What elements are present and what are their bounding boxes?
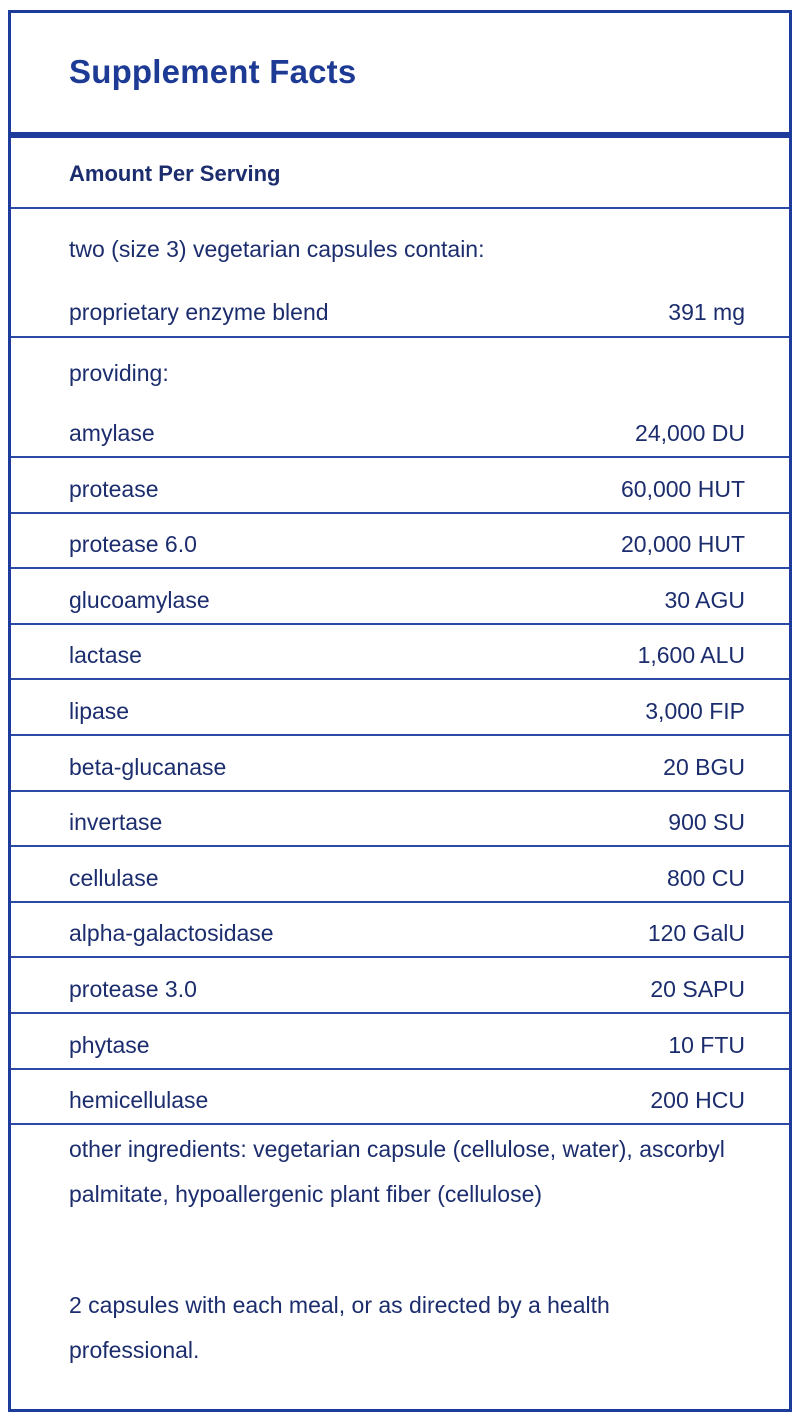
ingredient-name: proprietary enzyme blend bbox=[69, 299, 329, 325]
divider bbox=[11, 1012, 789, 1014]
directions: 2 capsules with each meal, or as directed by a health professional. bbox=[69, 1292, 610, 1363]
ingredient-amount: 800 CU bbox=[667, 864, 745, 891]
ingredient-row bbox=[69, 1032, 745, 1059]
ingredient-name: phytase bbox=[69, 1031, 150, 1058]
ingredient-row bbox=[69, 865, 745, 892]
ingredient-amount: 10 FTU bbox=[668, 1031, 745, 1058]
divider bbox=[11, 901, 789, 903]
divider bbox=[11, 790, 789, 792]
ingredient-row bbox=[69, 420, 745, 447]
divider bbox=[11, 734, 789, 736]
ingredient-amount: 20,000 HUT bbox=[620, 531, 745, 558]
divider bbox=[11, 512, 789, 514]
amount-per-serving-heading: Amount Per Serving bbox=[69, 161, 281, 186]
ingredient-row bbox=[69, 698, 745, 725]
ingredient-name: beta-glucanase bbox=[69, 753, 227, 780]
ingredient-amount: 20 SAPU bbox=[650, 976, 745, 1002]
ingredient-name: hemicellulase bbox=[69, 1087, 209, 1114]
ingredient-amount: 200 HCU bbox=[650, 1087, 745, 1114]
ingredient-row bbox=[69, 531, 745, 558]
blend-row bbox=[69, 299, 745, 326]
ingredient-name: invertase bbox=[69, 809, 163, 836]
ingredient-row bbox=[69, 976, 745, 1003]
serving-size-text bbox=[69, 236, 745, 263]
ingredient-amount: 900 SU bbox=[668, 809, 745, 836]
ingredient-row bbox=[69, 642, 745, 669]
ingredient-row bbox=[69, 476, 745, 503]
other-ingredients: other ingredients: vegetarian capsule (cellulose, water), ascorbyl palmitate, hypoallergenic plant fiber (cellulose) bbox=[69, 1136, 725, 1207]
ingredient-name: lactase bbox=[69, 642, 142, 669]
divider bbox=[11, 678, 789, 680]
ingredient-name: protease 3.0 bbox=[69, 976, 197, 1002]
divider bbox=[11, 956, 789, 958]
divider bbox=[11, 207, 789, 209]
ingredient-amount: 30 AGU bbox=[664, 586, 745, 613]
divider bbox=[11, 567, 789, 569]
ingredient-name: alpha-galactosidase bbox=[69, 920, 274, 947]
ingredient-amount: 20 BGU bbox=[663, 753, 745, 780]
ingredient-row bbox=[69, 1087, 745, 1114]
ingredient-amount: 3,000 FIP bbox=[645, 698, 745, 724]
divider bbox=[11, 845, 789, 847]
serving-size-label: two (size 3) vegetarian capsules contain: bbox=[69, 236, 485, 262]
ingredient-amount: 60,000 HUT bbox=[620, 475, 745, 502]
ingredient-amount: 24,000 DU bbox=[635, 420, 745, 446]
ingredient-name: lipase bbox=[69, 698, 130, 724]
ingredient-name: protease bbox=[69, 475, 159, 502]
ingredient-name: protease 6.0 bbox=[69, 531, 197, 558]
ingredient-name: glucoamylase bbox=[69, 586, 210, 613]
providing-row bbox=[69, 360, 745, 387]
supplement-facts-panel bbox=[8, 10, 792, 1412]
divider bbox=[11, 336, 789, 338]
ingredient-row bbox=[69, 920, 745, 947]
divider bbox=[11, 456, 789, 458]
divider bbox=[11, 1123, 789, 1125]
ingredient-amount: 120 GalU bbox=[647, 920, 745, 947]
title-divider bbox=[11, 132, 789, 138]
panel-title: Supplement Facts bbox=[69, 53, 357, 90]
ingredient-row bbox=[69, 754, 745, 781]
ingredient-name: cellulase bbox=[69, 864, 159, 891]
providing-label: providing: bbox=[69, 360, 169, 386]
divider bbox=[11, 1068, 789, 1070]
ingredient-amount: 1,600 ALU bbox=[637, 642, 745, 669]
ingredient-row bbox=[69, 809, 745, 836]
ingredient-row bbox=[69, 587, 745, 614]
ingredient-amount: 391 mg bbox=[668, 299, 745, 325]
ingredient-name: amylase bbox=[69, 420, 155, 446]
divider bbox=[11, 623, 789, 625]
